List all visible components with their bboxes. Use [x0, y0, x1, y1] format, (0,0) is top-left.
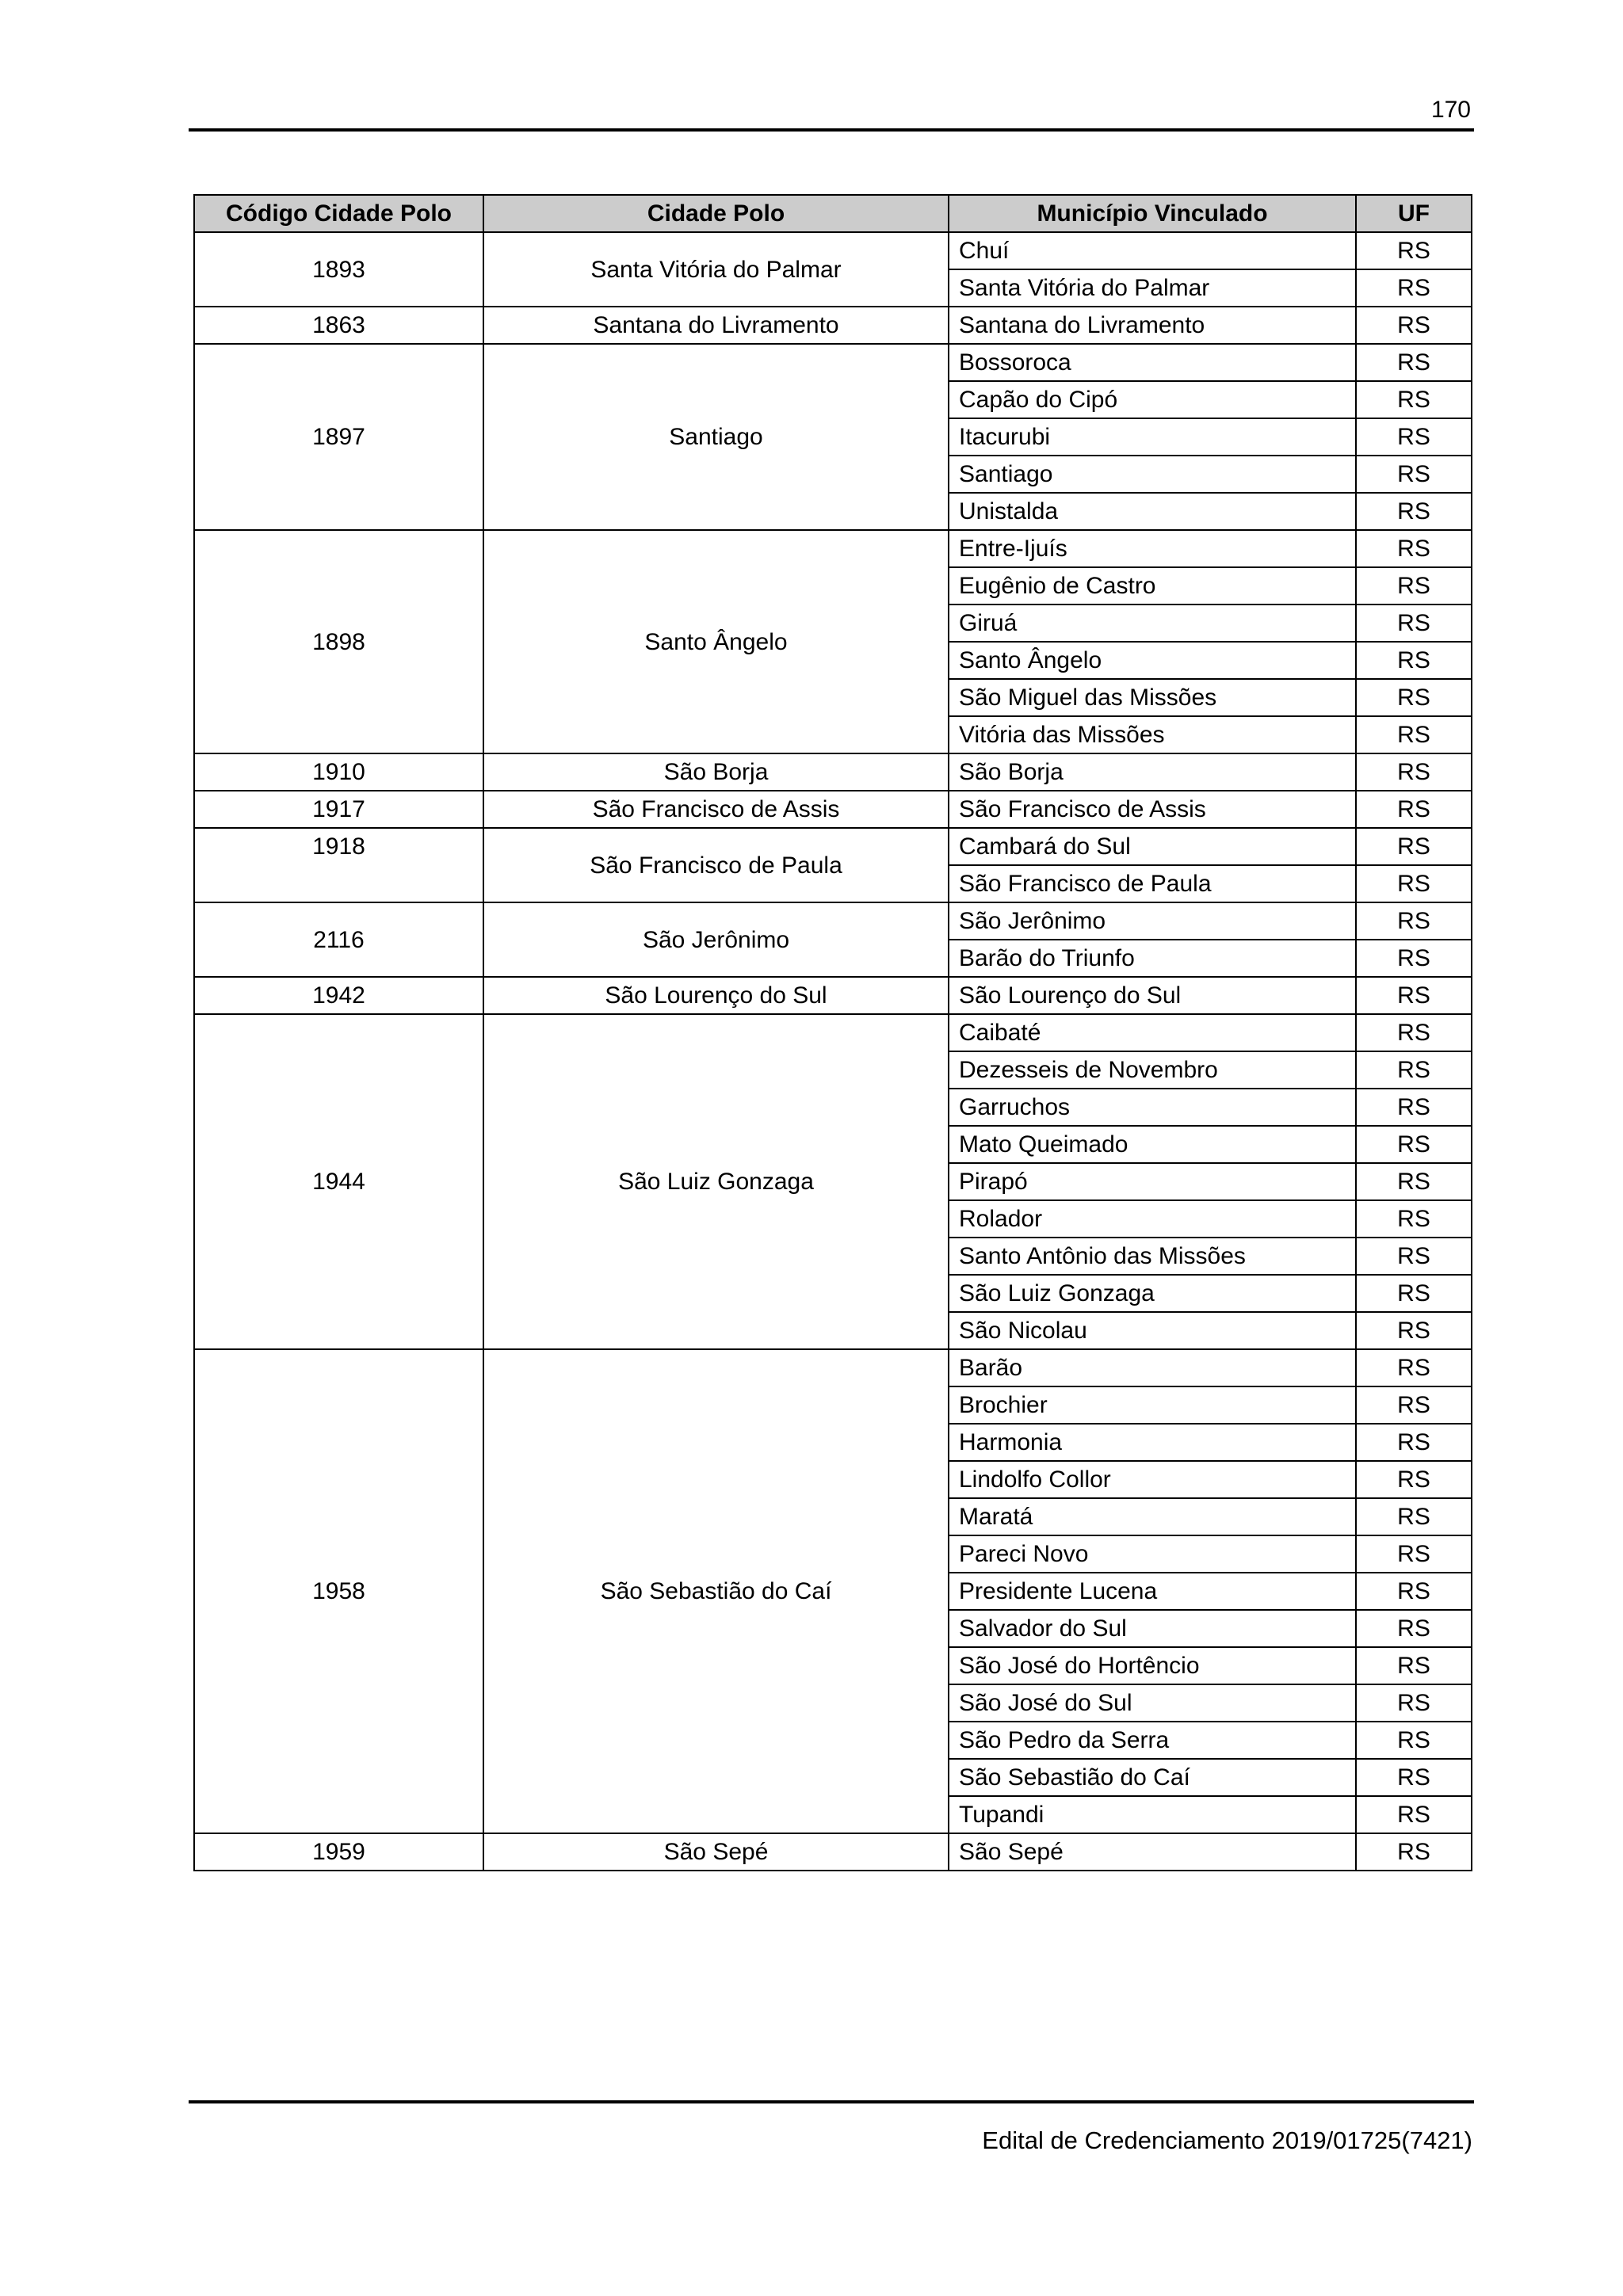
uf-cell: RS	[1356, 1312, 1472, 1349]
municipality-cell: Harmonia	[949, 1424, 1356, 1461]
polo-code-cell: 1959	[194, 1833, 483, 1871]
polo-table	[193, 194, 1472, 1871]
polo-city-cell: São Sebastião do Caí	[483, 1349, 949, 1833]
municipality-cell: Salvador do Sul	[949, 1610, 1356, 1647]
municipality-cell: São Nicolau	[949, 1312, 1356, 1349]
uf-cell: RS	[1356, 456, 1472, 493]
uf-cell: RS	[1356, 679, 1472, 716]
table-row	[194, 1349, 1472, 1386]
municipality-cell: Eugênio de Castro	[949, 567, 1356, 605]
polo-code-cell: 1897	[194, 344, 483, 530]
header-row	[194, 195, 1472, 232]
column-header-municipality: Município Vinculado	[949, 195, 1356, 232]
municipality-cell: Mato Queimado	[949, 1126, 1356, 1163]
municipality-cell: Presidente Lucena	[949, 1573, 1356, 1610]
table-row	[194, 1833, 1472, 1871]
polo-code-cell: 2116	[194, 902, 483, 977]
uf-cell: RS	[1356, 605, 1472, 642]
municipality-cell: Barão do Triunfo	[949, 940, 1356, 977]
uf-cell: RS	[1356, 567, 1472, 605]
uf-cell: RS	[1356, 1089, 1472, 1126]
polo-code-cell: 1917	[194, 791, 483, 828]
municipality-cell: São Jerônimo	[949, 902, 1356, 940]
municipality-cell: São Francisco de Assis	[949, 791, 1356, 828]
table-row	[194, 753, 1472, 791]
polo-city-cell: Santana do Livramento	[483, 307, 949, 344]
uf-cell: RS	[1356, 753, 1472, 791]
table-row	[194, 1014, 1472, 1051]
municipality-cell: Garruchos	[949, 1089, 1356, 1126]
municipality-cell: Rolador	[949, 1200, 1356, 1238]
uf-cell: RS	[1356, 791, 1472, 828]
municipality-cell: São Sepé	[949, 1833, 1356, 1871]
uf-cell: RS	[1356, 1349, 1472, 1386]
municipality-cell: Capão do Cipó	[949, 381, 1356, 418]
municipality-cell: Santana do Livramento	[949, 307, 1356, 344]
uf-cell: RS	[1356, 530, 1472, 567]
polo-city-cell: São Jerônimo	[483, 902, 949, 977]
uf-cell: RS	[1356, 1498, 1472, 1535]
municipality-cell: São José do Sul	[949, 1684, 1356, 1722]
uf-cell: RS	[1356, 269, 1472, 307]
uf-cell: RS	[1356, 1275, 1472, 1312]
municipality-cell: São Francisco de Paula	[949, 865, 1356, 902]
uf-cell: RS	[1356, 1647, 1472, 1684]
table-row	[194, 307, 1472, 344]
table-row	[194, 344, 1472, 381]
table-row	[194, 828, 1472, 865]
uf-cell: RS	[1356, 1833, 1472, 1871]
table-header	[194, 195, 1472, 232]
uf-cell: RS	[1356, 1424, 1472, 1461]
municipality-cell: Entre-Ijuís	[949, 530, 1356, 567]
column-header-code: Código Cidade Polo	[194, 195, 483, 232]
polo-code-cell: 1942	[194, 977, 483, 1014]
table-row	[194, 232, 1472, 269]
footer-rule	[189, 2100, 1474, 2103]
polo-code-cell: 1944	[194, 1014, 483, 1349]
municipality-cell: São Luiz Gonzaga	[949, 1275, 1356, 1312]
uf-cell: RS	[1356, 493, 1472, 530]
polo-city-cell: São Francisco de Paula	[483, 828, 949, 902]
municipality-cell: Santo Antônio das Missões	[949, 1238, 1356, 1275]
uf-cell: RS	[1356, 344, 1472, 381]
uf-cell: RS	[1356, 1535, 1472, 1573]
uf-cell: RS	[1356, 1759, 1472, 1796]
polo-code-cell: 1863	[194, 307, 483, 344]
uf-cell: RS	[1356, 1684, 1472, 1722]
uf-cell: RS	[1356, 1386, 1472, 1424]
polo-city-cell: Santa Vitória do Palmar	[483, 232, 949, 307]
polo-city-cell: Santiago	[483, 344, 949, 530]
polo-city-cell: São Borja	[483, 753, 949, 791]
table-row	[194, 791, 1472, 828]
municipality-cell: São Sebastião do Caí	[949, 1759, 1356, 1796]
polo-code-cell: 1918	[194, 828, 483, 902]
uf-cell: RS	[1356, 307, 1472, 344]
municipality-cell: Dezesseis de Novembro	[949, 1051, 1356, 1089]
municipality-cell: Chuí	[949, 232, 1356, 269]
uf-cell: RS	[1356, 1238, 1472, 1275]
municipality-cell: Lindolfo Collor	[949, 1461, 1356, 1498]
uf-cell: RS	[1356, 1014, 1472, 1051]
column-header-city: Cidade Polo	[483, 195, 949, 232]
uf-cell: RS	[1356, 418, 1472, 456]
uf-cell: RS	[1356, 1461, 1472, 1498]
polo-code-cell: 1893	[194, 232, 483, 307]
uf-cell: RS	[1356, 1051, 1472, 1089]
municipality-cell: Pareci Novo	[949, 1535, 1356, 1573]
municipality-cell: Itacurubi	[949, 418, 1356, 456]
uf-cell: RS	[1356, 716, 1472, 753]
polo-code-cell: 1910	[194, 753, 483, 791]
table-body	[194, 232, 1472, 1871]
uf-cell: RS	[1356, 1200, 1472, 1238]
polo-code-cell: 1958	[194, 1349, 483, 1833]
table-row	[194, 977, 1472, 1014]
municipality-cell: São José do Hortêncio	[949, 1647, 1356, 1684]
municipality-cell: Santa Vitória do Palmar	[949, 269, 1356, 307]
municipality-cell: São Pedro da Serra	[949, 1722, 1356, 1759]
uf-cell: RS	[1356, 1573, 1472, 1610]
municipality-cell: Vitória das Missões	[949, 716, 1356, 753]
uf-cell: RS	[1356, 1610, 1472, 1647]
uf-cell: RS	[1356, 1126, 1472, 1163]
footer-text: Edital de Credenciamento 2019/01725(7421)	[982, 2126, 1472, 2154]
uf-cell: RS	[1356, 865, 1472, 902]
table-row	[194, 530, 1472, 567]
municipality-cell: Barão	[949, 1349, 1356, 1386]
municipality-cell: São Miguel das Missões	[949, 679, 1356, 716]
municipality-cell: Bossoroca	[949, 344, 1356, 381]
polo-city-cell: São Luiz Gonzaga	[483, 1014, 949, 1349]
uf-cell: RS	[1356, 828, 1472, 865]
municipality-cell: Maratá	[949, 1498, 1356, 1535]
column-header-uf: UF	[1356, 195, 1472, 232]
uf-cell: RS	[1356, 381, 1472, 418]
polo-code-cell: 1898	[194, 530, 483, 753]
municipality-cell: Santiago	[949, 456, 1356, 493]
header-rule	[189, 128, 1474, 132]
uf-cell: RS	[1356, 232, 1472, 269]
uf-cell: RS	[1356, 902, 1472, 940]
municipality-cell: São Borja	[949, 753, 1356, 791]
uf-cell: RS	[1356, 977, 1472, 1014]
polo-city-cell: Santo Ângelo	[483, 530, 949, 753]
uf-cell: RS	[1356, 1163, 1472, 1200]
municipality-cell: Santo Ângelo	[949, 642, 1356, 679]
page-number: 170	[1430, 97, 1471, 123]
uf-cell: RS	[1356, 1796, 1472, 1833]
municipality-cell: Unistalda	[949, 493, 1356, 530]
municipality-cell: São Lourenço do Sul	[949, 977, 1356, 1014]
municipality-cell: Brochier	[949, 1386, 1356, 1424]
municipality-cell: Caibaté	[949, 1014, 1356, 1051]
polo-city-cell: São Lourenço do Sul	[483, 977, 949, 1014]
municipality-cell: Giruá	[949, 605, 1356, 642]
polo-city-cell: São Sepé	[483, 1833, 949, 1871]
municipality-cell: Cambará do Sul	[949, 828, 1356, 865]
municipality-cell: Tupandi	[949, 1796, 1356, 1833]
uf-cell: RS	[1356, 940, 1472, 977]
uf-cell: RS	[1356, 1722, 1472, 1759]
municipality-cell: Pirapó	[949, 1163, 1356, 1200]
table-row	[194, 902, 1472, 940]
uf-cell: RS	[1356, 642, 1472, 679]
polo-city-cell: São Francisco de Assis	[483, 791, 949, 828]
